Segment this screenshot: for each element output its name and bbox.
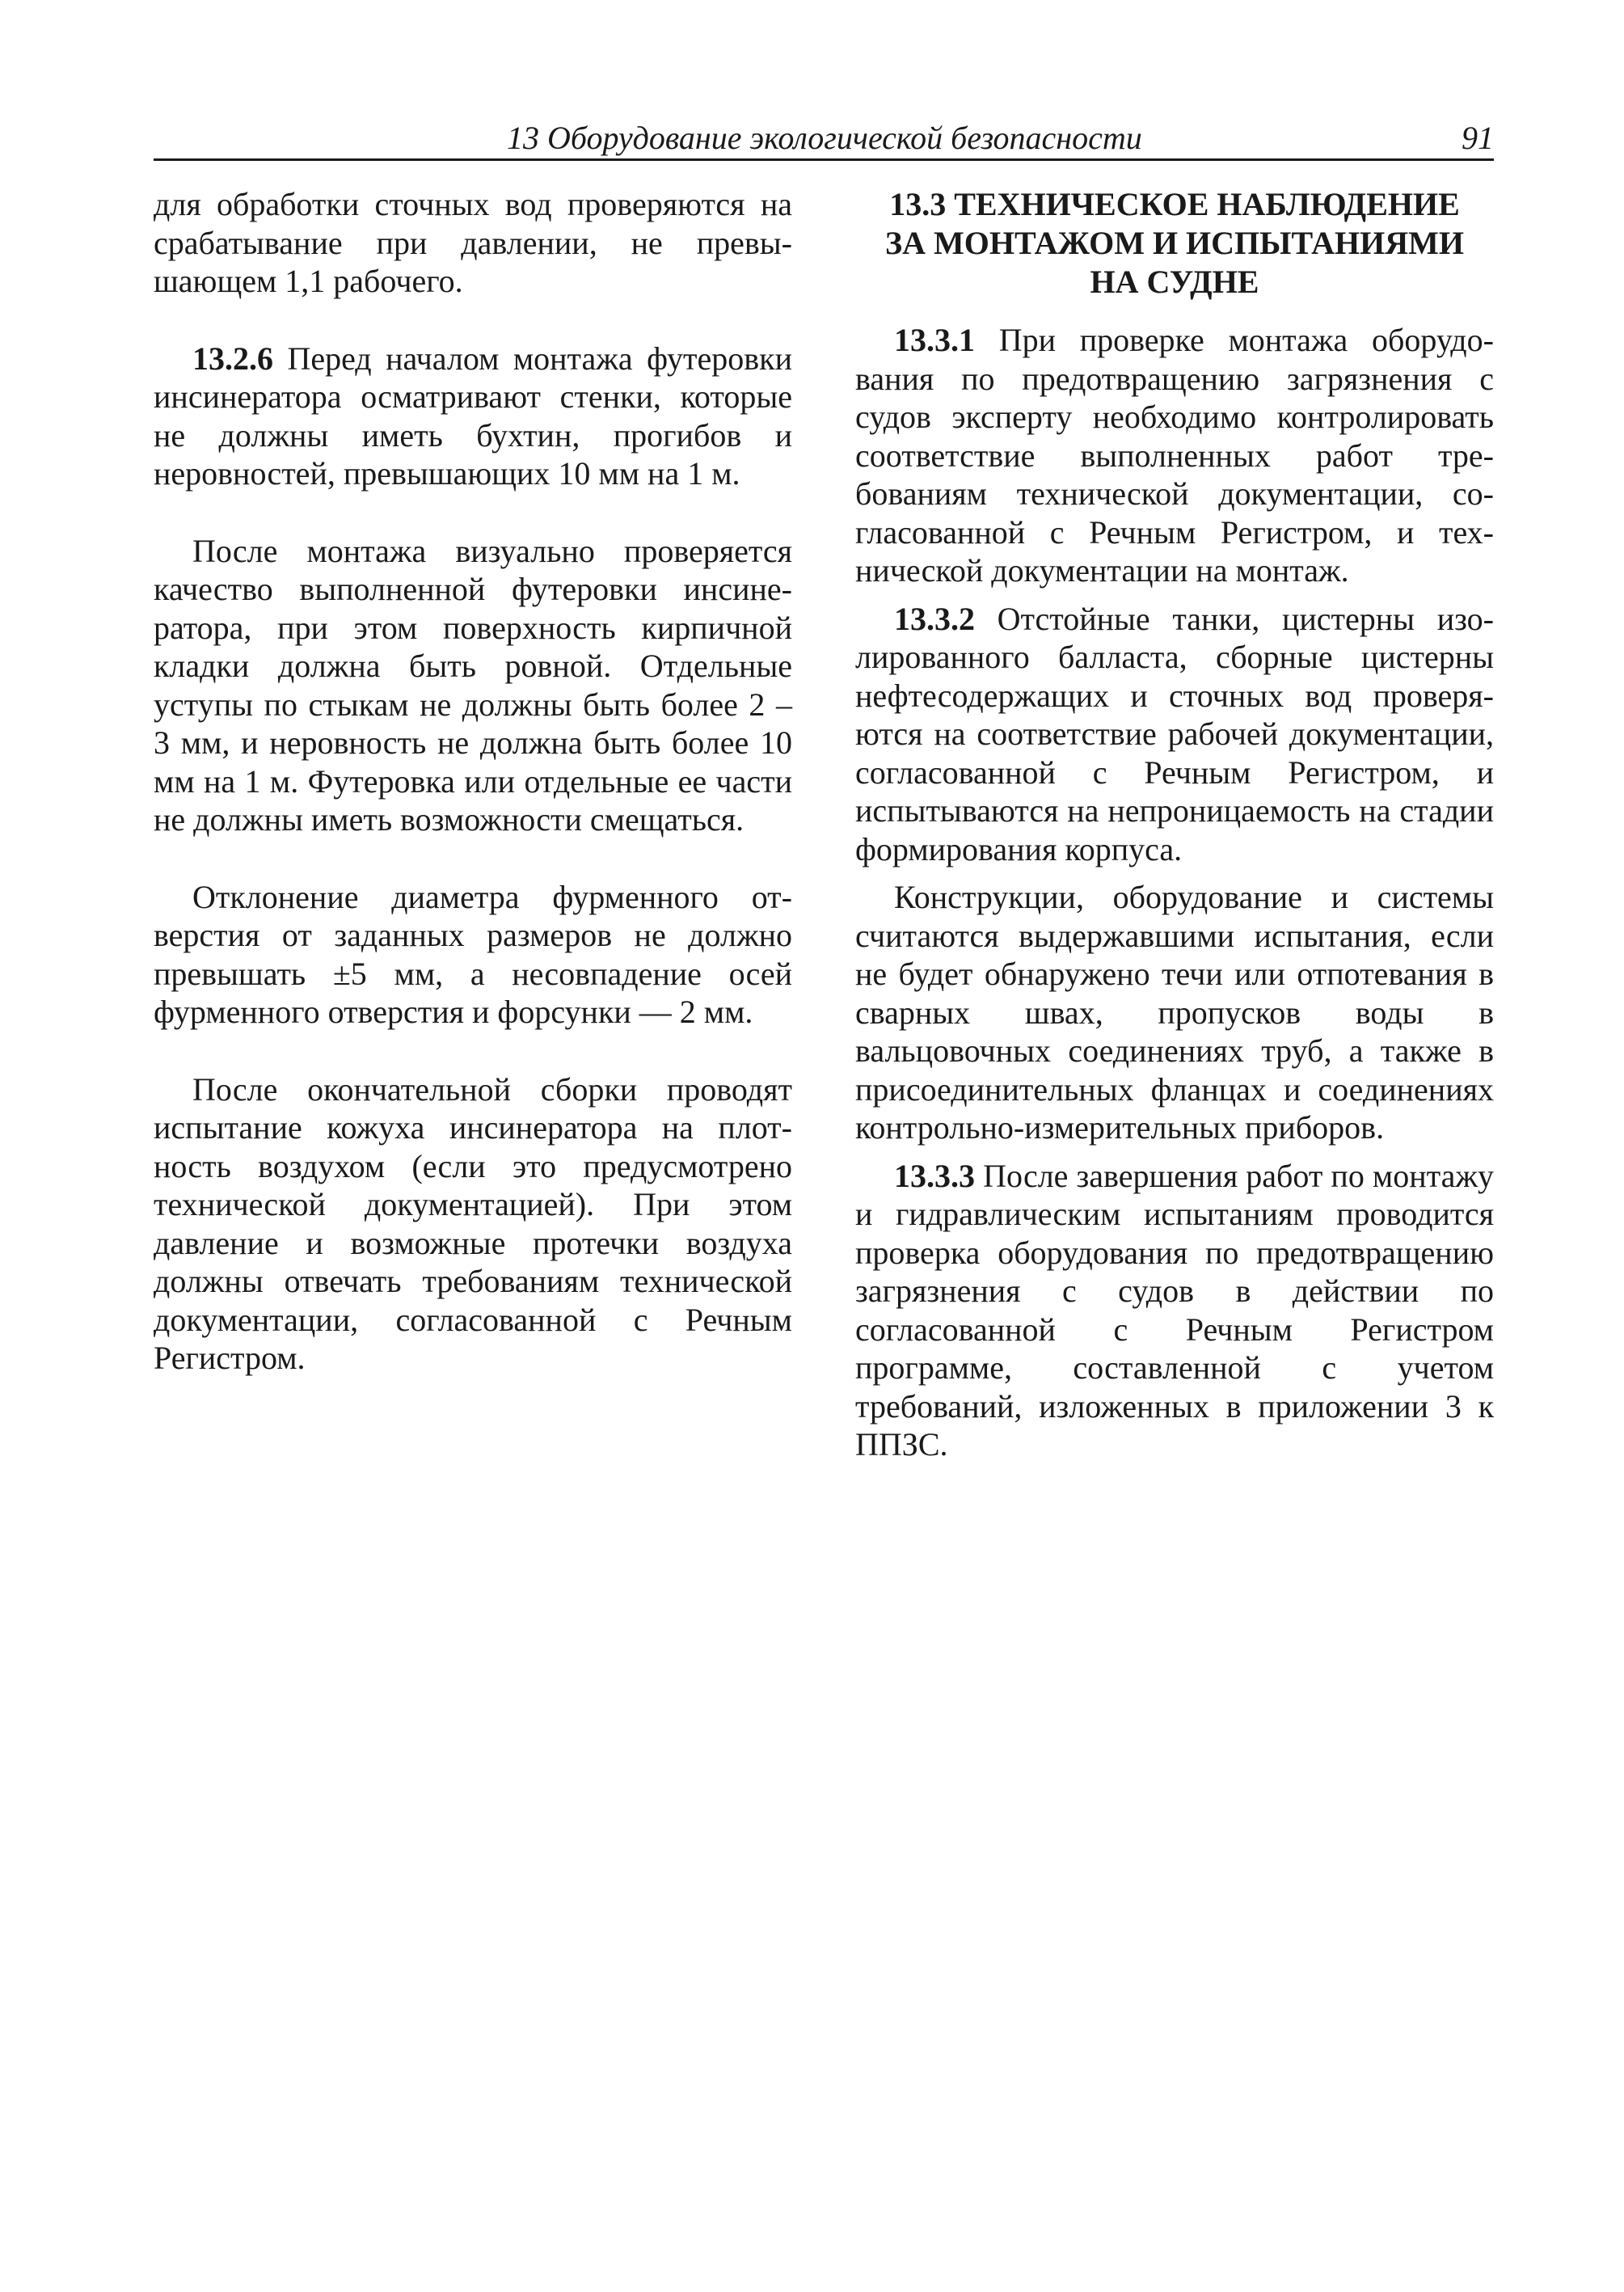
clause-text: После завершения работ по монтажу и гидравлическим испытаниям проводится проверка оборудования по предотвращению загрязнения с судов в действии по согласованной с Речным Регистром программе, составленной с учетом требований, изложенных в приложении 3 к ППЗС.: [855, 1157, 1494, 1463]
paragraph-casing-test: После окончательной сборки проводят испытание кожуха инсинератора на плотность воздухом (если это предусмотрено технической документацией). При этом давление и возможные протечки воздуха должны отвечать требованиям технической документации, согласованной с Речным Регистром.: [154, 1070, 792, 1376]
paragraph-tuyere-deviation: Отклонение диаметра фурменного отверстия от заданных размеров не должно превышать ±5 мм, а несовпадение осей фурменного отверстия и форсунки — 2 мм.: [154, 878, 792, 1030]
left-column: [154, 185, 792, 1378]
clause-text: При проверке монтажа оборудования по предотвращению загрязнения с судов эксперту необходимо контролировать соответствие выполненных работ требованиям технической документации, согласованной с Речным Регистром, и технической документации на монтаж.: [855, 322, 1494, 589]
paragraph-lining-inspection: После монтажа визуально проверяется качество выполненной футеровки инсинератора, при этом поверхность кирпичной кладки должна быть ровной. Отдельные уступы по стыкам не должны быть более 2 – 3 мм, и неровность не должна быть более 10 мм на 1 м. Футеровка или отдельные ее части не должны иметь возможности смещаться.: [154, 532, 792, 838]
paragraph-structures-tests: Конструкции, оборудование и системы считаются выдержавшими испытания, если не будет обнаружено течи или отпотевания в сварных швах, пропусков воды в вальцовочных соединениях труб, а также в присоединительных фланцах и соединениях контрольно-измерительных приборов.: [855, 879, 1494, 1146]
page-number: 91: [1462, 120, 1494, 156]
running-header: [154, 110, 1494, 161]
clause-number: 13.3.2: [894, 600, 975, 637]
paragraph-13-3-2: [855, 600, 1494, 869]
heading-line: 13.3 ТЕХНИЧЕСКОЕ НАБЛЮДЕНИЕ: [889, 186, 1460, 222]
clause-number: 13.3.1: [894, 322, 975, 358]
paragraph-continued: для обработки сточных вод проверяются на срабатывание при давлении, не превышающем 1,1 рабочего.: [154, 186, 792, 299]
section-heading: [855, 185, 1494, 302]
paragraph-13-2-6: [154, 340, 792, 493]
right-column: [855, 185, 1494, 1464]
heading-line: ЗА МОНТАЖОМ И ИСПЫТАНИЯМИ: [884, 225, 1465, 261]
clause-text: Отстойные танки, цистерны изолированного балласта, сборные цистерны нефтесодержащих и сточных вод проверяются на соответствие рабочей документации, согласованной с Речным Регистром, и испытываются на непроницаемость на стадии формирования корпуса.: [855, 600, 1494, 867]
chapter-title: 13 Оборудование экологической безопасности: [507, 120, 1142, 156]
clause-text: Перед началом монтажа футеровки инсинератора осматривают стенки, которые не должны иметь бухтин, прогибов и неровностей, превышающих 10 мм на 1 м.: [154, 340, 792, 492]
paragraph-13-3-3: [855, 1157, 1494, 1464]
clause-number: 13.2.6: [192, 340, 273, 377]
clause-number: 13.3.3: [894, 1157, 975, 1194]
heading-line: НА СУДНЕ: [1090, 264, 1259, 300]
paragraph-13-3-1: [855, 321, 1494, 590]
